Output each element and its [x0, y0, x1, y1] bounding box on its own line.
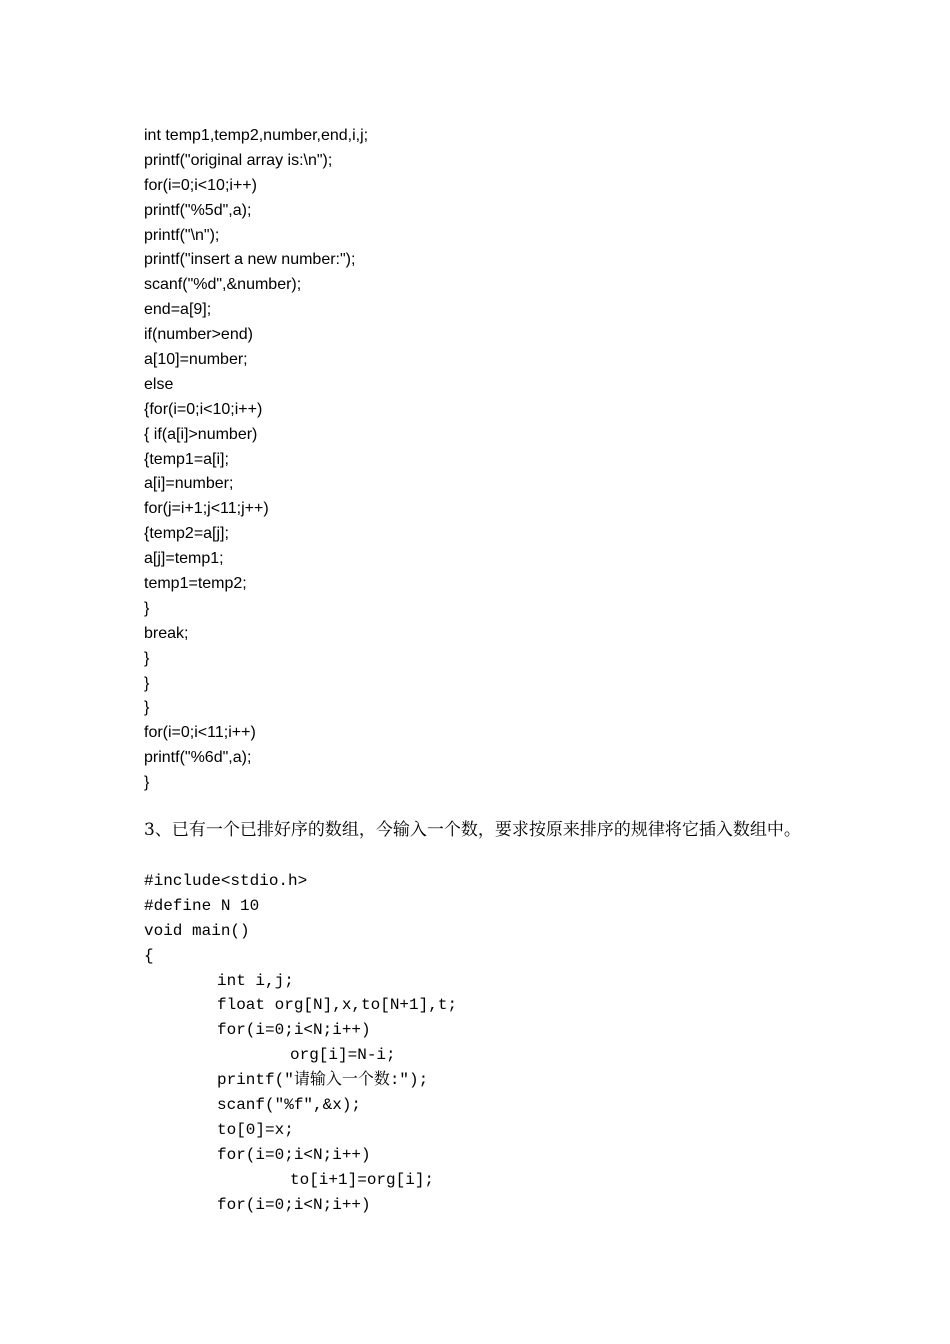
code-line: to[i+1]=org[i];	[290, 1170, 435, 1189]
code-line: temp1=temp2;	[144, 575, 247, 593]
code-line: if(number>end)	[144, 326, 253, 344]
code-line: #include<stdio.h>	[144, 872, 308, 890]
code-line: scanf("%f",&x);	[217, 1096, 362, 1115]
code-line: {	[144, 946, 154, 965]
code-line: printf("%6d",a);	[144, 749, 252, 767]
code-line: scanf("%d",&number);	[144, 276, 302, 294]
code-line: }	[144, 699, 150, 717]
code-line: break;	[144, 624, 189, 642]
code-line: printf("insert a new number:");	[144, 251, 356, 269]
code-line: {temp2=a[j];	[144, 525, 229, 543]
code-line: for(i=0;i<10;i++)	[144, 176, 257, 194]
code-line: for(j=i+1;j<11;j++)	[144, 500, 269, 518]
code-line: a[i]=number;	[144, 475, 234, 493]
code-line: {for(i=0;i<10;i++)	[144, 400, 263, 418]
code-line: a[j]=temp1;	[144, 550, 224, 568]
code-block-insert-array	[144, 124, 844, 796]
question-text: 3、已有一个已排好序的数组，今输入一个数，要求按原来排序的规律将它插入数组中。	[144, 820, 801, 840]
code-line: printf("\n");	[144, 226, 220, 244]
code-line: for(i=0;i<N;i++)	[217, 1021, 371, 1040]
code-line: { if(a[i]>number)	[144, 425, 258, 443]
code-block-sorted-insert	[144, 869, 844, 1217]
code-line: else	[144, 375, 174, 393]
code-line: org[i]=N-i;	[290, 1046, 396, 1065]
code-line: {temp1=a[i];	[144, 450, 229, 468]
code-line: }	[144, 649, 150, 667]
code-line: end=a[9];	[144, 301, 212, 319]
code-line: float org[N],x,to[N+1],t;	[217, 996, 458, 1015]
code-line: a[10]=number;	[144, 351, 248, 369]
code-line: printf("original array is:\n");	[144, 151, 333, 169]
code-line: printf("%5d",a);	[144, 201, 252, 219]
code-line: }	[144, 774, 150, 792]
code-line: int i,j;	[217, 971, 294, 990]
code-line: int temp1,temp2,number,end,i,j;	[144, 127, 369, 144]
code-line: #define N 10	[144, 896, 260, 915]
code-line: to[0]=x;	[217, 1120, 294, 1139]
code-line: for(i=0;i<11;i++)	[144, 724, 256, 742]
code-line: }	[144, 674, 150, 692]
code-line: void main()	[144, 921, 250, 940]
code-line: }	[144, 599, 150, 617]
code-line: for(i=0;i<N;i++)	[217, 1195, 371, 1214]
code-line: for(i=0;i<N;i++)	[217, 1145, 371, 1164]
code-line: printf("请输入一个数:");	[217, 1071, 429, 1090]
